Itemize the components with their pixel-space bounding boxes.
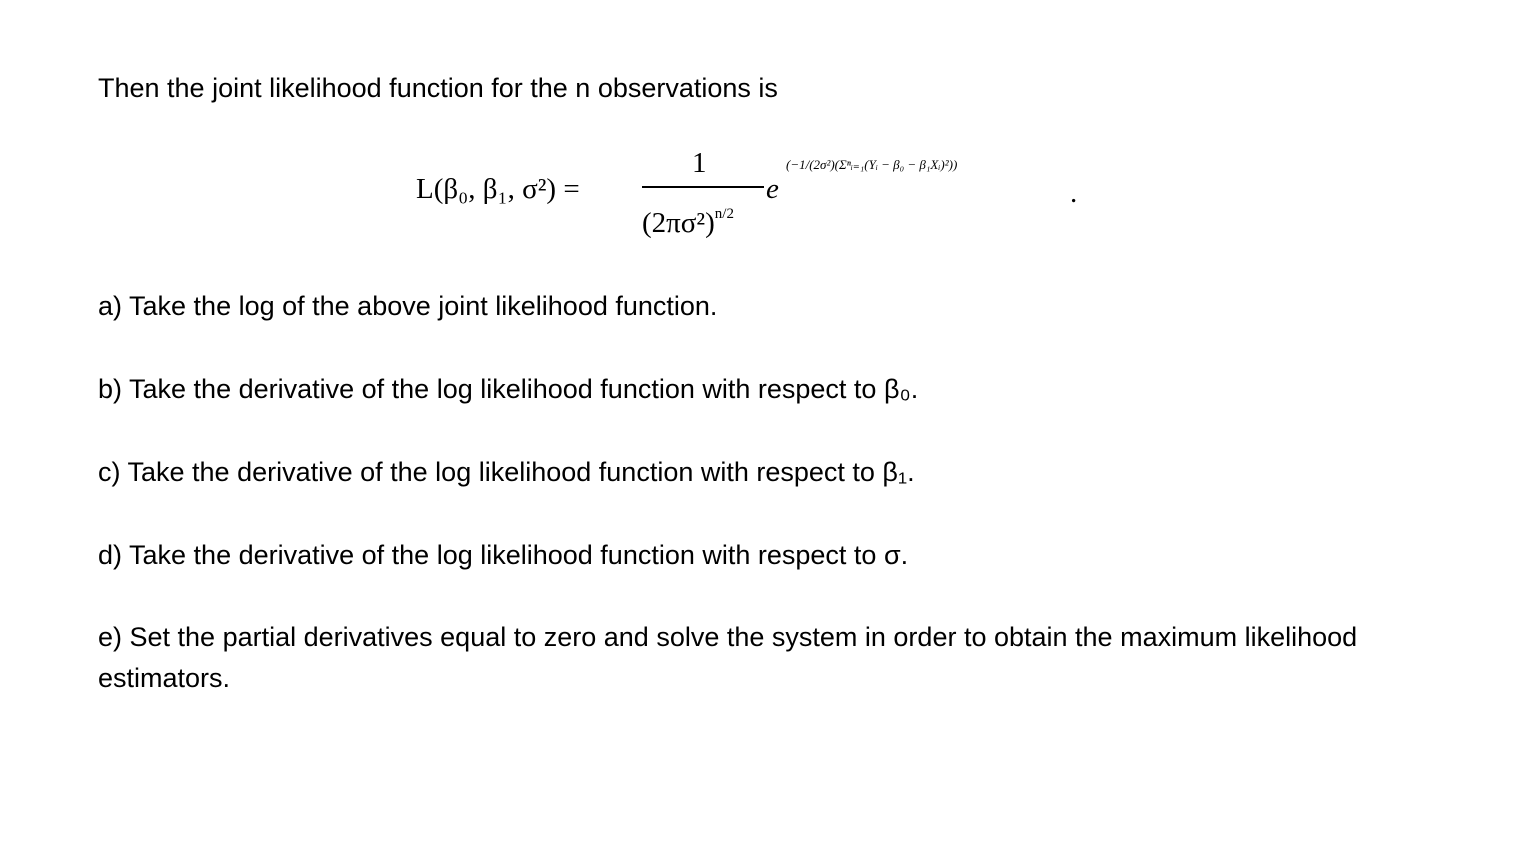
formula-exponent: (−1/(2σ²)(Σⁿᵢ₌₁(Yᵢ − β₀ − β₁Xᵢ)²)) <box>786 157 958 172</box>
formula-numerator: 1 <box>692 147 707 179</box>
formula-lhs: L(β₀, β₁, σ²) = <box>416 173 580 205</box>
question-d: d) Take the derivative of the log likelihood function with respect to σ. <box>98 540 909 570</box>
fraction-bar <box>642 186 764 188</box>
denominator-exponent: n/2 <box>714 206 734 222</box>
question-c: c) Take the derivative of the log likelihood function with respect to β₁. <box>98 457 915 487</box>
formula-base-e: e <box>766 173 779 205</box>
question-a: a) Take the log of the above joint likelihood function. <box>98 291 718 321</box>
formula-denominator: $(2\pi\sigma^2)^{n/2}$ <box>642 206 734 239</box>
question-e: e) Set the partial derivatives equal to zero and solve the system in order to obtain the maximum likelihood estimators. <box>98 622 1358 693</box>
intro-text: Then the joint likelihood function for the n observations is <box>98 73 778 103</box>
likelihood-formula <box>416 143 1116 253</box>
formula-period: . <box>1070 177 1078 209</box>
question-b: b) Take the derivative of the log likelihood function with respect to β₀. <box>98 374 919 404</box>
